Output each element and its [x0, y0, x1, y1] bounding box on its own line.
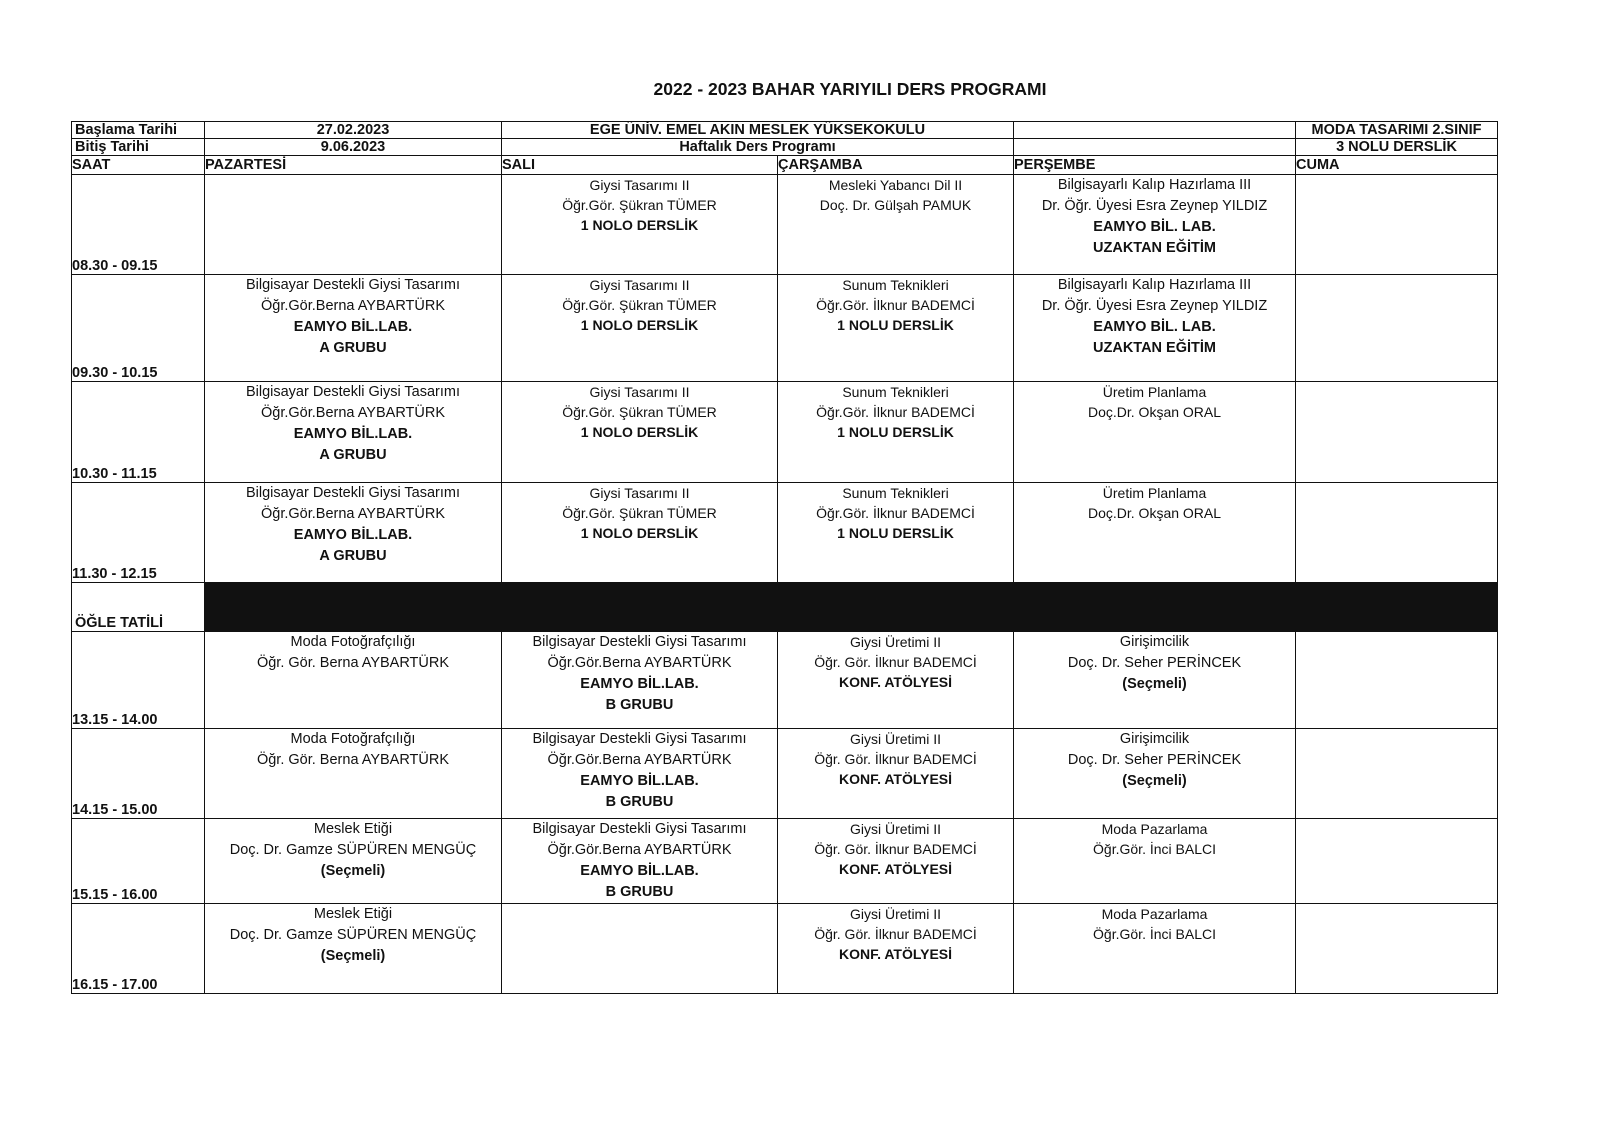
- teacher-name: Öğr.Gör. Şükran TÜMER: [562, 297, 717, 313]
- class-cell: [778, 904, 1014, 994]
- course-name: Bilgisayar Destekli Giysi Tasarımı: [532, 731, 747, 747]
- room-name: (Seçmeli): [320, 863, 386, 879]
- class-cell: [205, 175, 502, 275]
- class-cell: [778, 382, 1014, 483]
- class-cell: [1014, 819, 1296, 904]
- time-slot-row: [72, 632, 1498, 729]
- course-name: Giysi Üretimi II: [850, 906, 941, 922]
- course-name: Giysi Üretimi II: [850, 634, 941, 650]
- course-name: Meslek Etiği: [313, 906, 393, 922]
- teacher-name: Doç. Dr. Seher PERİNCEK: [1067, 752, 1242, 768]
- class-cell: [1014, 632, 1296, 729]
- room-name: KONF. ATÖLYESİ: [838, 861, 953, 877]
- course-name: Giysi Üretimi II: [850, 821, 941, 837]
- header-empty-cell: [1014, 122, 1296, 139]
- classroom-name: 3 NOLU DERSLİK: [1296, 139, 1498, 156]
- teacher-name: Öğr.Gör.Berna AYBARTÜRK: [547, 842, 732, 858]
- class-cell: [778, 632, 1014, 729]
- time-slot: 13.15 - 14.00: [72, 632, 205, 729]
- class-cell: [1014, 729, 1296, 819]
- class-cell: [205, 382, 502, 483]
- teacher-name: Öğr.Gör. İlknur BADEMCİ: [816, 297, 975, 313]
- program-label: Haftalık Ders Programı: [502, 139, 1014, 156]
- course-name: Girişimcilik: [1119, 731, 1190, 747]
- teacher-name: Öğr.Gör. Şükran TÜMER: [562, 505, 717, 521]
- teacher-name: Öğr.Gör. Şükran TÜMER: [562, 404, 717, 420]
- start-date-value: 27.02.2023: [205, 122, 502, 139]
- course-name: Mesleki Yabancı Dil II: [828, 177, 963, 193]
- time-slot-row: [72, 175, 1498, 275]
- class-cell: [502, 819, 778, 904]
- room-name: (Seçmeli): [1122, 773, 1187, 789]
- course-name: Bilgisayar Destekli Giysi Tasarımı: [245, 384, 461, 400]
- class-cell: [1014, 483, 1296, 583]
- room-name: 1 NOLO DERSLİK: [580, 217, 699, 233]
- class-cell: [1014, 382, 1296, 483]
- class-cell: [502, 275, 778, 382]
- course-name: Moda Pazarlama: [1101, 821, 1208, 837]
- class-cell: [502, 382, 778, 483]
- class-cell: [205, 483, 502, 583]
- page-title: 2022 - 2023 BAHAR YARIYILI DERS PROGRAMI: [653, 79, 1047, 99]
- room-name: EAMYO BİL.LAB.: [293, 319, 413, 335]
- lunch-bar: [205, 583, 1498, 632]
- class-cell: [1014, 175, 1296, 275]
- course-name: Sunum Teknikleri: [842, 384, 949, 400]
- course-name: Bilgisayar Destekli Giysi Tasarımı: [532, 821, 747, 837]
- class-note: UZAKTAN EĞİTİM: [1093, 240, 1216, 256]
- course-name: Sunum Teknikleri: [842, 485, 949, 501]
- room-name: EAMYO BİL. LAB.: [1093, 219, 1216, 235]
- teacher-name: Dr. Öğr. Üyesi Esra Zeynep YILDIZ: [1041, 198, 1268, 214]
- course-name: Üretim Planlama: [1102, 485, 1207, 501]
- teacher-name: Öğr. Gör. İlknur BADEMCİ: [814, 926, 977, 942]
- teacher-name: Öğr. Gör. Berna AYBARTÜRK: [256, 655, 450, 671]
- room-name: KONF. ATÖLYESİ: [838, 674, 953, 690]
- room-name: EAMYO BİL.LAB.: [580, 773, 699, 789]
- room-name: 1 NOLU DERSLİK: [837, 424, 954, 440]
- room-name: EAMYO BİL.LAB.: [293, 527, 413, 543]
- day-header-persembe: PERŞEMBE: [1014, 156, 1296, 175]
- course-name: Meslek Etiği: [313, 821, 393, 837]
- class-cell: [1296, 275, 1498, 382]
- course-name: Bilgisayar Destekli Giysi Tasarımı: [245, 277, 461, 293]
- class-cell: [1296, 729, 1498, 819]
- class-note: B GRUBU: [605, 794, 674, 810]
- time-slot: 11.30 - 12.15: [72, 483, 205, 583]
- room-name: EAMYO BİL. LAB.: [1093, 319, 1216, 335]
- class-cell: [502, 483, 778, 583]
- class-cell: [205, 275, 502, 382]
- room-name: EAMYO BİL.LAB.: [580, 863, 699, 879]
- day-header-pazartesi: PAZARTESİ: [205, 156, 502, 175]
- class-note: B GRUBU: [605, 697, 674, 713]
- teacher-name: Doç. Dr. Gamze SÜPÜREN MENGÜÇ: [229, 927, 477, 943]
- course-name: Sunum Teknikleri: [842, 277, 949, 293]
- room-name: 1 NOLO DERSLİK: [580, 525, 699, 541]
- course-name: Giysi Tasarımı II: [589, 485, 690, 501]
- course-name: Üretim Planlama: [1102, 384, 1207, 400]
- teacher-name: Öğr.Gör. İlknur BADEMCİ: [816, 505, 975, 521]
- class-note: A GRUBU: [319, 340, 387, 356]
- class-cell: [778, 819, 1014, 904]
- class-cell: [778, 275, 1014, 382]
- class-note: UZAKTAN EĞİTİM: [1093, 340, 1216, 356]
- room-name: EAMYO BİL.LAB.: [293, 426, 413, 442]
- room-name: 1 NOLU DERSLİK: [837, 525, 954, 541]
- teacher-name: Doç. Dr. Gülşah PAMUK: [819, 197, 972, 213]
- teacher-name: Öğr.Gör.Berna AYBARTÜRK: [547, 752, 732, 768]
- room-name: KONF. ATÖLYESİ: [838, 946, 953, 962]
- class-cell: [502, 904, 778, 994]
- room-name: EAMYO BİL.LAB.: [580, 676, 699, 692]
- header-row-start: [72, 122, 1498, 139]
- class-cell: [1296, 904, 1498, 994]
- time-slot: 09.30 - 10.15: [72, 275, 205, 382]
- teacher-name: Öğr.Gör. İlknur BADEMCİ: [816, 404, 975, 420]
- end-date-label: Bitiş Tarihi: [72, 139, 205, 156]
- teacher-name: Doç.Dr. Okşan ORAL: [1087, 404, 1222, 420]
- time-slot-row: [72, 483, 1498, 583]
- course-name: Giysi Tasarımı II: [589, 177, 690, 193]
- time-slot: 15.15 - 16.00: [72, 819, 205, 904]
- time-slot-row: [72, 729, 1498, 819]
- class-cell: [205, 729, 502, 819]
- lunch-row: [72, 583, 1498, 632]
- room-name: 1 NOLO DERSLİK: [580, 424, 699, 440]
- teacher-name: Öğr.Gör. Şükran TÜMER: [562, 197, 717, 213]
- day-header-saat: SAAT: [72, 156, 205, 175]
- teacher-name: Öğr.Gör. İnci BALCI: [1093, 841, 1216, 857]
- class-cell: [1296, 382, 1498, 483]
- time-slot-row: [72, 275, 1498, 382]
- teacher-name: Öğr. Gör. İlknur BADEMCİ: [814, 751, 977, 767]
- lunch-label: ÖĞLE TATİLİ: [72, 583, 205, 632]
- teacher-name: Öğr.Gör.Berna AYBARTÜRK: [260, 298, 445, 314]
- course-name: Moda Fotoğrafçılığı: [290, 634, 416, 650]
- school-name: EGE ÜNİV. EMEL AKIN MESLEK YÜKSEKOKULU: [502, 122, 1014, 139]
- time-slot-row: [72, 904, 1498, 994]
- room-name: (Seçmeli): [320, 948, 386, 964]
- class-cell: [1296, 632, 1498, 729]
- room-name: 1 NOLO DERSLİK: [580, 317, 699, 333]
- day-header-sali: SALI: [502, 156, 778, 175]
- time-slot: 10.30 - 11.15: [72, 382, 205, 483]
- teacher-name: Öğr.Gör.Berna AYBARTÜRK: [547, 655, 732, 671]
- class-name: MODA TASARIMI 2.SINIF: [1296, 122, 1498, 139]
- teacher-name: Doç.Dr. Okşan ORAL: [1087, 505, 1222, 521]
- header-row-end: [72, 139, 1498, 156]
- schedule-table: [71, 121, 1498, 994]
- day-header-row: [72, 156, 1498, 175]
- course-name: Giysi Tasarımı II: [589, 277, 690, 293]
- class-cell: [778, 483, 1014, 583]
- class-note: B GRUBU: [605, 884, 674, 900]
- class-cell: [205, 904, 502, 994]
- class-cell: [205, 819, 502, 904]
- class-note: A GRUBU: [319, 447, 387, 463]
- class-cell: [205, 632, 502, 729]
- class-note: A GRUBU: [319, 548, 387, 564]
- teacher-name: Doç. Dr. Gamze SÜPÜREN MENGÜÇ: [229, 842, 477, 858]
- room-name: 1 NOLU DERSLİK: [837, 317, 954, 333]
- teacher-name: Öğr. Gör. İlknur BADEMCİ: [814, 654, 977, 670]
- course-name: Bilgisayarlı Kalıp Hazırlama III: [1057, 177, 1252, 193]
- course-name: Bilgisayarlı Kalıp Hazırlama III: [1057, 277, 1252, 293]
- time-slot: 14.15 - 15.00: [72, 729, 205, 819]
- course-name: Girişimcilik: [1119, 634, 1190, 650]
- class-cell: [778, 175, 1014, 275]
- course-name: Giysi Üretimi II: [850, 731, 941, 747]
- teacher-name: Öğr.Gör.Berna AYBARTÜRK: [260, 506, 445, 522]
- day-header-cuma: CUMA: [1296, 156, 1498, 175]
- teacher-name: Öğr. Gör. Berna AYBARTÜRK: [256, 752, 450, 768]
- time-slot: 08.30 - 09.15: [72, 175, 205, 275]
- teacher-name: Dr. Öğr. Üyesi Esra Zeynep YILDIZ: [1041, 298, 1268, 314]
- class-cell: [502, 632, 778, 729]
- class-cell: [1014, 904, 1296, 994]
- course-name: Giysi Tasarımı II: [589, 384, 690, 400]
- class-cell: [1014, 275, 1296, 382]
- course-name: Bilgisayar Destekli Giysi Tasarımı: [532, 634, 747, 650]
- room-name: (Seçmeli): [1122, 676, 1187, 692]
- room-name: KONF. ATÖLYESİ: [838, 771, 953, 787]
- teacher-name: Öğr.Gör.Berna AYBARTÜRK: [260, 405, 445, 421]
- course-name: Bilgisayar Destekli Giysi Tasarımı: [245, 485, 461, 501]
- class-cell: [1296, 175, 1498, 275]
- time-slot: 16.15 - 17.00: [72, 904, 205, 994]
- teacher-name: Öğr. Gör. İlknur BADEMCİ: [814, 841, 977, 857]
- day-header-carsamba: ÇARŞAMBA: [778, 156, 1014, 175]
- class-cell: [778, 729, 1014, 819]
- time-slot-row: [72, 382, 1498, 483]
- class-cell: [502, 175, 778, 275]
- start-date-label: Başlama Tarihi: [72, 122, 205, 139]
- class-cell: [1296, 819, 1498, 904]
- class-cell: [502, 729, 778, 819]
- header-empty-cell: [1014, 139, 1296, 156]
- course-name: Moda Fotoğrafçılığı: [290, 731, 416, 747]
- teacher-name: Öğr.Gör. İnci BALCI: [1093, 926, 1216, 942]
- time-slot-row: [72, 819, 1498, 904]
- end-date-value: 9.06.2023: [205, 139, 502, 156]
- course-name: Moda Pazarlama: [1101, 906, 1208, 922]
- class-cell: [1296, 483, 1498, 583]
- teacher-name: Doç. Dr. Seher PERİNCEK: [1067, 655, 1242, 671]
